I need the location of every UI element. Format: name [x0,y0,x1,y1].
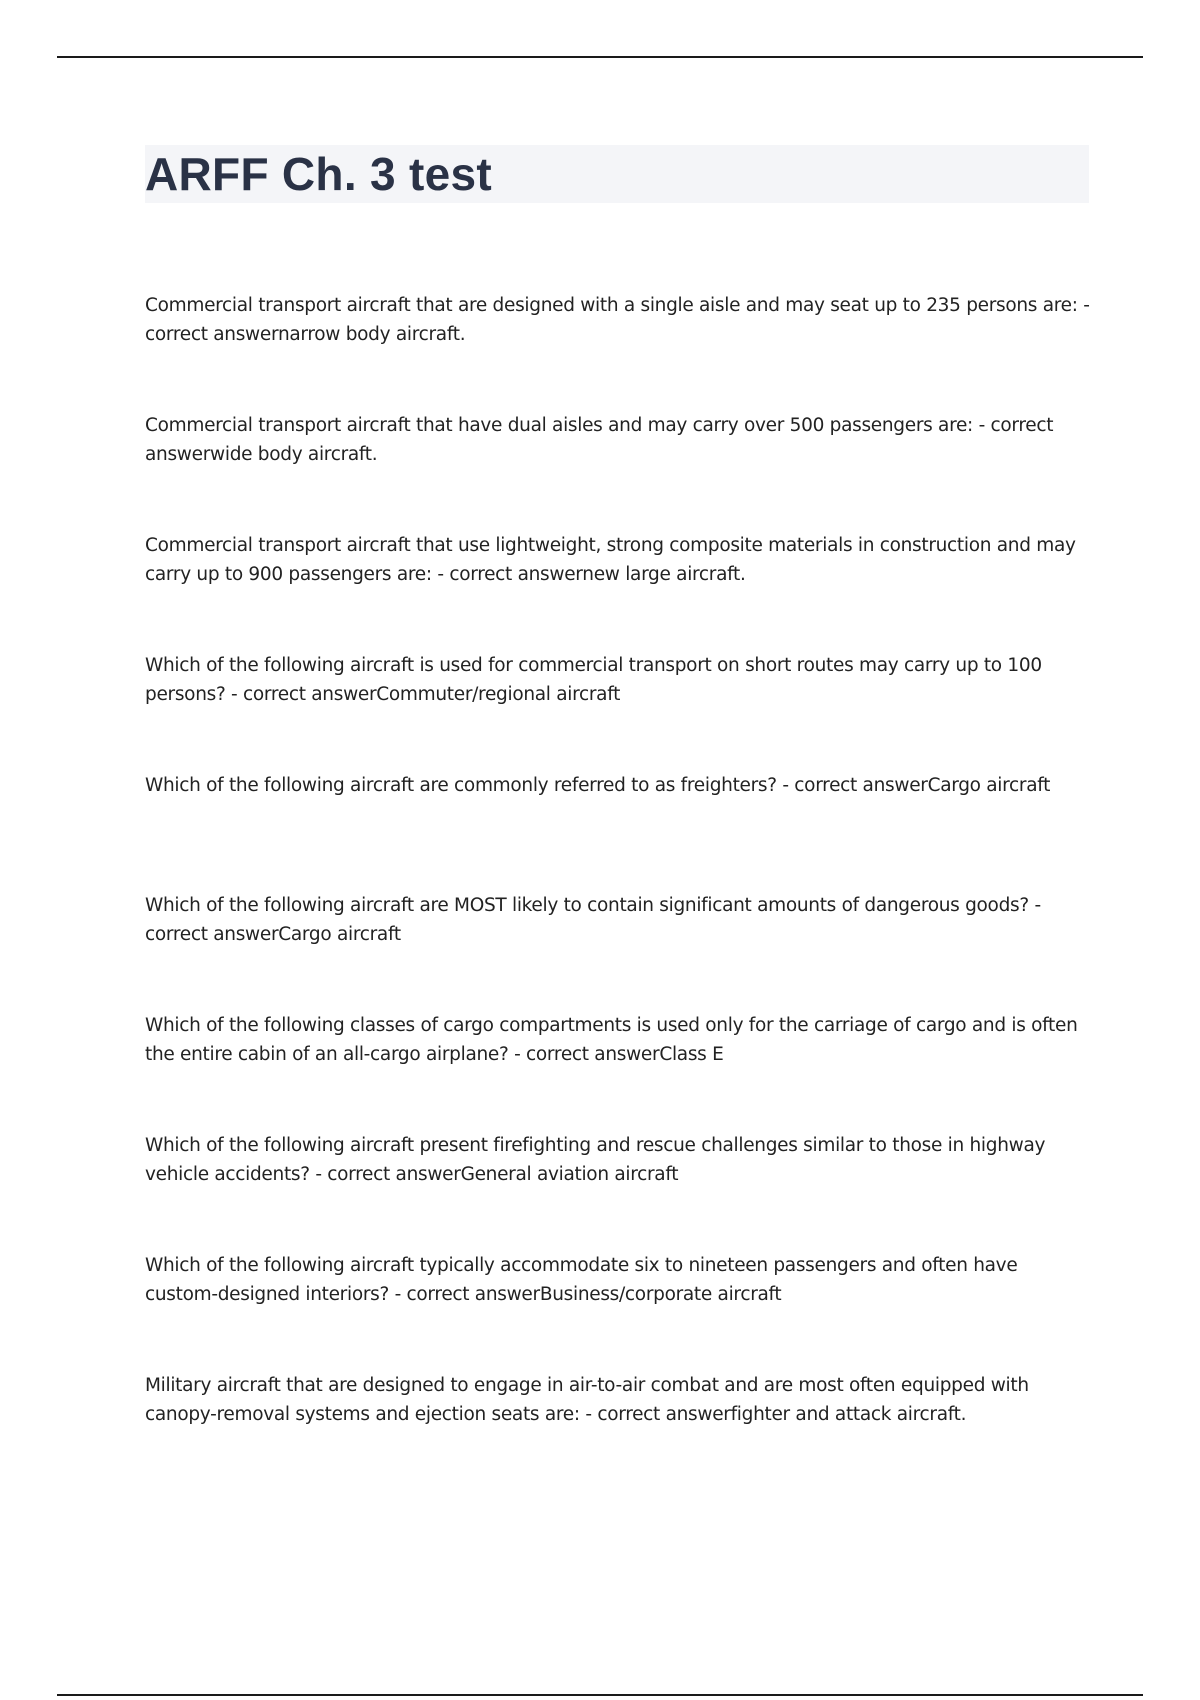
question-item: Military aircraft that are designed to engage in air-to-air combat and are most often equipped with canopy-removal systems and ejection seats are: - correct answerfighter and attack aircraft. [145,1375,1029,1425]
question-item: Commercial transport aircraft that have dual aisles and may carry over 500 passengers are: - correct answerwide body aircraft. [145,415,1054,465]
bottom-divider [57,1694,1143,1696]
question-item: Which of the following aircraft typically accommodate six to nineteen passengers and often have custom-designed interiors? - correct answerBusiness/corporate aircraft [145,1255,1018,1305]
question-item: Which of the following aircraft are MOST likely to contain significant amounts of dangerous goods? - correct answerCargo aircraft [145,895,1041,945]
question-item: Which of the following aircraft are commonly referred to as freighters? - correct answerCargo aircraft [145,775,1051,796]
page-title: ARFF Ch. 3 test [145,148,492,200]
question-item: Which of the following aircraft is used for commercial transport on short routes may carry up to 100 persons? - correct answerCommuter/regional aircraft [145,655,1042,705]
question-item: Which of the following aircraft present firefighting and rescue challenges similar to those in highway vehicle accidents? - correct answerGeneral aviation aircraft [145,1135,1046,1185]
question-item: Which of the following classes of cargo compartments is used only for the carriage of cargo and is often the entire cabin of an all-cargo airplane? - correct answerClass E [145,1015,1078,1065]
top-divider [57,56,1143,58]
question-list [145,291,1090,1491]
question-item: Commercial transport aircraft that use lightweight, strong composite materials in construction and may carry up to 900 passengers are: - correct answernew large aircraft. [145,535,1076,585]
question-item: Commercial transport aircraft that are designed with a single aisle and may seat up to 235 persons are: - correct answernarrow body aircraft. [145,295,1090,345]
